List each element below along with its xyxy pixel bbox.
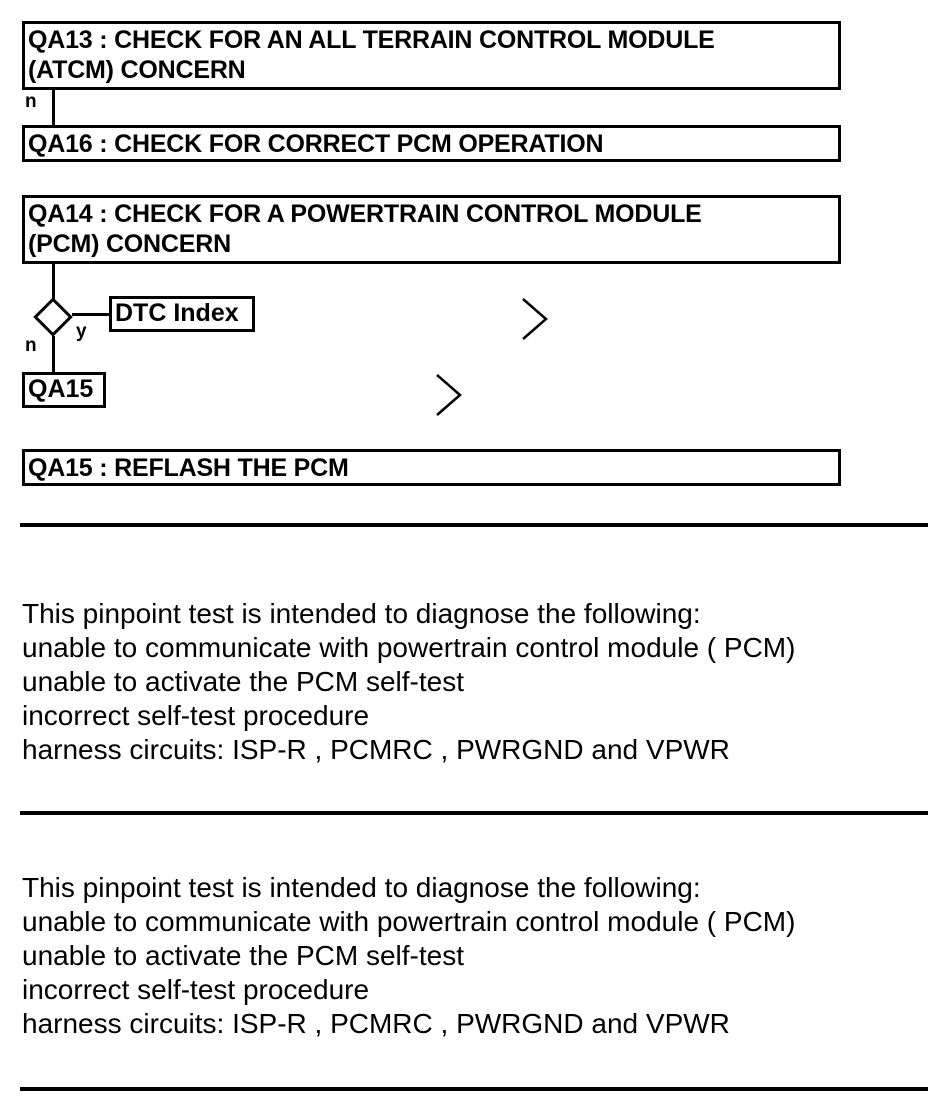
chevron-right-icon[interactable] bbox=[432, 372, 466, 418]
qa14-step-box[interactable]: QA14 : CHECK FOR A POWERTRAIN CONTROL MODULE (PCM) CONCERN bbox=[22, 195, 841, 264]
description-line: incorrect self-test procedure bbox=[22, 700, 370, 731]
dtc-index-link-box[interactable]: DTC Index bbox=[109, 296, 255, 332]
description-line: unable to communicate with powertrain control module ( PCM) bbox=[22, 632, 796, 663]
description-line: unable to activate the PCM self-test bbox=[22, 666, 464, 697]
qa16-step-box[interactable]: QA16 : CHECK FOR CORRECT PCM OPERATION bbox=[22, 125, 841, 162]
decision-yes-connector bbox=[72, 313, 110, 316]
description-line: This pinpoint test is intended to diagnose the following: bbox=[22, 598, 701, 629]
qa15-link-box[interactable]: QA15 bbox=[22, 372, 106, 408]
pinpoint-test-description bbox=[22, 597, 795, 767]
qa15-step-box[interactable]: QA15 : REFLASH THE PCM bbox=[22, 449, 841, 486]
qa13-no-branch-label: n bbox=[25, 91, 37, 112]
description-line: harness circuits: ISP-R , PCMRC , PWRGND and VPWR bbox=[22, 1008, 730, 1039]
qa13-step-box[interactable]: QA13 : CHECK FOR AN ALL TERRAIN CONTROL MODULE (ATCM) CONCERN bbox=[22, 21, 841, 90]
decision-no-label: n bbox=[25, 335, 37, 356]
decision-diamond-icon bbox=[33, 297, 73, 337]
description-line: incorrect self-test procedure bbox=[22, 974, 370, 1005]
description-line: harness circuits: ISP-R , PCMRC , PWRGND and VPWR bbox=[22, 734, 730, 765]
section-divider bbox=[20, 811, 928, 815]
section-divider bbox=[20, 1087, 928, 1091]
decision-yes-label: y bbox=[76, 321, 87, 342]
decision-no-connector bbox=[52, 336, 55, 373]
qa14-to-decision-connector bbox=[52, 264, 55, 300]
pinpoint-test-description bbox=[22, 871, 795, 1041]
qa13-to-qa16-connector bbox=[52, 90, 55, 125]
chevron-right-icon[interactable] bbox=[518, 296, 552, 342]
description-line: This pinpoint test is intended to diagnose the following: bbox=[22, 872, 701, 903]
section-divider bbox=[20, 523, 928, 527]
description-line: unable to communicate with powertrain control module ( PCM) bbox=[22, 906, 796, 937]
description-line: unable to activate the PCM self-test bbox=[22, 940, 464, 971]
